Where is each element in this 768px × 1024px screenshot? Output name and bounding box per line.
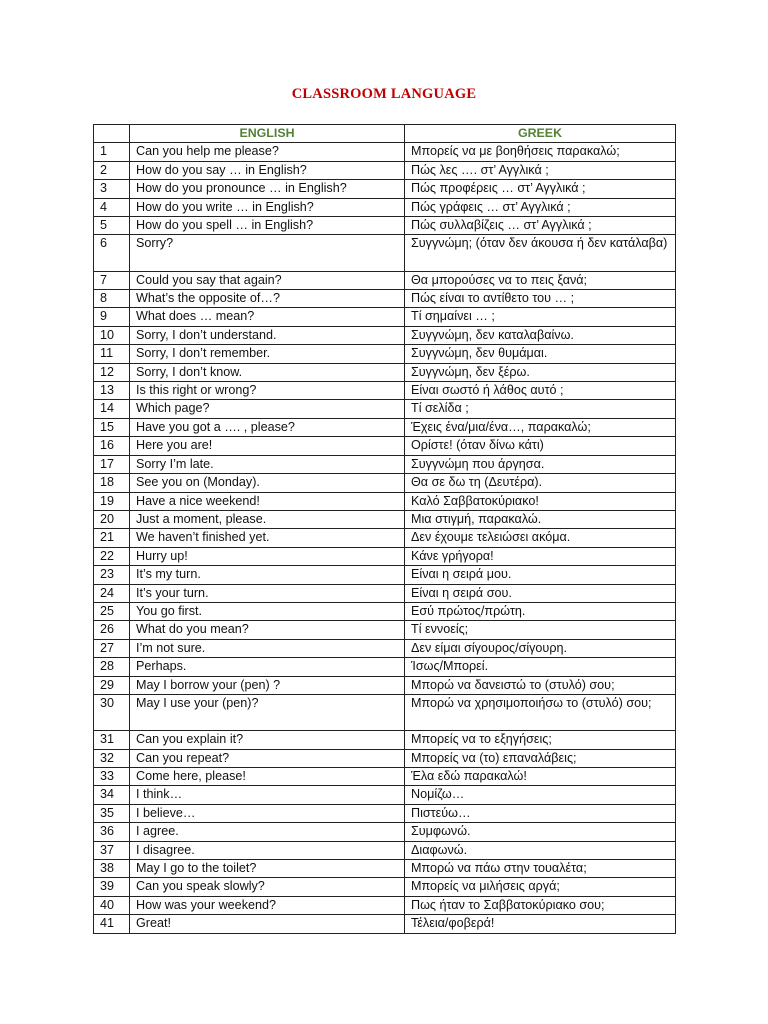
table-row <box>94 510 676 528</box>
english-phrase: What does … mean? <box>130 308 405 326</box>
english-phrase: Can you speak slowly? <box>130 878 405 896</box>
greek-phrase: Συγγνώμη που άργησα. <box>405 455 676 473</box>
table-row <box>94 217 676 235</box>
english-phrase: How do you say … in English? <box>130 161 405 179</box>
header-english: ENGLISH <box>130 125 405 143</box>
greek-phrase: Έλα εδώ παρακαλώ! <box>405 767 676 785</box>
english-phrase: How was your weekend? <box>130 896 405 914</box>
english-phrase: Can you repeat? <box>130 749 405 767</box>
table-row <box>94 143 676 161</box>
greek-phrase: Διαφωνώ. <box>405 841 676 859</box>
greek-phrase: Πώς προφέρεις … στ’ Αγγλικά ; <box>405 180 676 198</box>
english-phrase: It’s my turn. <box>130 566 405 584</box>
table-row <box>94 658 676 676</box>
row-number: 22 <box>94 547 130 565</box>
table-row <box>94 492 676 510</box>
greek-phrase: Πώς λες …. στ’ Αγγλικά ; <box>405 161 676 179</box>
greek-phrase: Πιστεύω… <box>405 804 676 822</box>
english-phrase: Come here, please! <box>130 767 405 785</box>
english-phrase: You go first. <box>130 602 405 620</box>
english-phrase: Can you help me please? <box>130 143 405 161</box>
row-number: 5 <box>94 217 130 235</box>
row-number: 41 <box>94 915 130 933</box>
english-phrase: I believe… <box>130 804 405 822</box>
header-number <box>94 125 130 143</box>
table-row <box>94 566 676 584</box>
table-row <box>94 860 676 878</box>
english-phrase: Hurry up! <box>130 547 405 565</box>
row-number: 31 <box>94 731 130 749</box>
row-number: 37 <box>94 841 130 859</box>
row-number: 10 <box>94 326 130 344</box>
greek-phrase: Τέλεια/φοβερά! <box>405 915 676 933</box>
english-phrase: Is this right or wrong? <box>130 382 405 400</box>
row-number: 34 <box>94 786 130 804</box>
english-phrase: Have a nice weekend! <box>130 492 405 510</box>
table-header-row <box>94 125 676 143</box>
table-row <box>94 749 676 767</box>
greek-phrase: Δεν έχουμε τελειώσει ακόμα. <box>405 529 676 547</box>
table-row <box>94 235 676 271</box>
row-number: 6 <box>94 235 130 271</box>
table-row <box>94 455 676 473</box>
table-row <box>94 878 676 896</box>
row-number: 32 <box>94 749 130 767</box>
row-number: 33 <box>94 767 130 785</box>
english-phrase: Could you say that again? <box>130 271 405 289</box>
table-row <box>94 326 676 344</box>
vocabulary-table <box>93 124 676 934</box>
row-number: 20 <box>94 510 130 528</box>
greek-phrase: Δεν είμαι σίγουρος/σίγουρη. <box>405 639 676 657</box>
english-phrase: What do you mean? <box>130 621 405 639</box>
english-phrase: I agree. <box>130 823 405 841</box>
greek-phrase: Πώς γράφεις … στ’ Αγγλικά ; <box>405 198 676 216</box>
greek-phrase: Έχεις ένα/μια/ένα…, παρακαλώ; <box>405 418 676 436</box>
greek-phrase: Εσύ πρώτος/πρώτη. <box>405 602 676 620</box>
row-number: 40 <box>94 896 130 914</box>
english-phrase: Can you explain it? <box>130 731 405 749</box>
english-phrase: May I use your (pen)? <box>130 694 405 730</box>
row-number: 17 <box>94 455 130 473</box>
english-phrase: See you on (Monday). <box>130 474 405 492</box>
table-row <box>94 915 676 933</box>
greek-phrase: Ίσως/Μπορεί. <box>405 658 676 676</box>
row-number: 21 <box>94 529 130 547</box>
row-number: 27 <box>94 639 130 657</box>
document-title: CLASSROOM LANGUAGE <box>291 86 477 102</box>
english-phrase: Sorry? <box>130 235 405 271</box>
table-body <box>94 143 676 933</box>
row-number: 13 <box>94 382 130 400</box>
greek-phrase: Μπορώ να δανειστώ το (στυλό) σου; <box>405 676 676 694</box>
row-number: 14 <box>94 400 130 418</box>
table-row <box>94 363 676 381</box>
table-row <box>94 767 676 785</box>
table-row <box>94 308 676 326</box>
greek-phrase: Συγγνώμη; (όταν δεν άκουσα ή δεν κατάλαβα) <box>405 235 676 271</box>
table-row <box>94 676 676 694</box>
greek-phrase: Κάνε γρήγορα! <box>405 547 676 565</box>
row-number: 3 <box>94 180 130 198</box>
table-row <box>94 547 676 565</box>
table-row <box>94 584 676 602</box>
english-phrase: How do you pronounce … in English? <box>130 180 405 198</box>
english-phrase: Sorry I’m late. <box>130 455 405 473</box>
greek-phrase: Είναι η σειρά μου. <box>405 566 676 584</box>
english-phrase: May I go to the toilet? <box>130 860 405 878</box>
english-phrase: Have you got a …. , please? <box>130 418 405 436</box>
english-phrase: I think… <box>130 786 405 804</box>
english-phrase: How do you write … in English? <box>130 198 405 216</box>
table-row <box>94 198 676 216</box>
english-phrase: What’s the opposite of…? <box>130 290 405 308</box>
greek-phrase: Συγγνώμη, δεν καταλαβαίνω. <box>405 326 676 344</box>
english-phrase: I disagree. <box>130 841 405 859</box>
greek-phrase: Τί σελίδα ; <box>405 400 676 418</box>
english-phrase: It’s your turn. <box>130 584 405 602</box>
greek-phrase: Μια στιγμή, παρακαλώ. <box>405 510 676 528</box>
greek-phrase: Συγγνώμη, δεν ξέρω. <box>405 363 676 381</box>
row-number: 2 <box>94 161 130 179</box>
greek-phrase: Μπορείς να το εξηγήσεις; <box>405 731 676 749</box>
table-row <box>94 896 676 914</box>
english-phrase: Perhaps. <box>130 658 405 676</box>
row-number: 26 <box>94 621 130 639</box>
table-row <box>94 823 676 841</box>
table-row <box>94 841 676 859</box>
table-row <box>94 382 676 400</box>
table-row <box>94 621 676 639</box>
english-phrase: I’m not sure. <box>130 639 405 657</box>
row-number: 1 <box>94 143 130 161</box>
table-row <box>94 639 676 657</box>
row-number: 38 <box>94 860 130 878</box>
row-number: 16 <box>94 437 130 455</box>
english-phrase: Just a moment, please. <box>130 510 405 528</box>
row-number: 7 <box>94 271 130 289</box>
table-row <box>94 694 676 730</box>
table-row <box>94 804 676 822</box>
table-row <box>94 418 676 436</box>
row-number: 36 <box>94 823 130 841</box>
greek-phrase: Συγγνώμη, δεν θυμάμαι. <box>405 345 676 363</box>
row-number: 12 <box>94 363 130 381</box>
row-number: 25 <box>94 602 130 620</box>
row-number: 28 <box>94 658 130 676</box>
greek-phrase: Θα σε δω τη (Δευτέρα). <box>405 474 676 492</box>
greek-phrase: Συμφωνώ. <box>405 823 676 841</box>
english-phrase: May I borrow your (pen) ? <box>130 676 405 694</box>
row-number: 35 <box>94 804 130 822</box>
row-number: 15 <box>94 418 130 436</box>
table-row <box>94 345 676 363</box>
row-number: 39 <box>94 878 130 896</box>
table-row <box>94 786 676 804</box>
greek-phrase: Νομίζω… <box>405 786 676 804</box>
greek-phrase: Πώς συλλαβίζεις … στ’ Αγγλικά ; <box>405 217 676 235</box>
greek-phrase: Μπορείς να (το) επαναλάβεις; <box>405 749 676 767</box>
row-number: 18 <box>94 474 130 492</box>
english-phrase: Here you are! <box>130 437 405 455</box>
greek-phrase: Μπορείς να με βοηθήσεις παρακαλώ; <box>405 143 676 161</box>
table-row <box>94 602 676 620</box>
english-phrase: Which page? <box>130 400 405 418</box>
greek-phrase: Μπορώ να πάω στην τουαλέτα; <box>405 860 676 878</box>
greek-phrase: Ορίστε! (όταν δίνω κάτι) <box>405 437 676 455</box>
row-number: 9 <box>94 308 130 326</box>
table-row <box>94 161 676 179</box>
greek-phrase: Πως ήταν το Σαββατοκύριακο σου; <box>405 896 676 914</box>
table-row <box>94 731 676 749</box>
greek-phrase: Καλό Σαββατοκύριακο! <box>405 492 676 510</box>
row-number: 23 <box>94 566 130 584</box>
table-row <box>94 400 676 418</box>
english-phrase: Sorry, I don’t know. <box>130 363 405 381</box>
english-phrase: How do you spell … in English? <box>130 217 405 235</box>
greek-phrase: Είναι σωστό ή λάθος αυτό ; <box>405 382 676 400</box>
greek-phrase: Μπορώ να χρησιμοποιήσω το (στυλό) σου; <box>405 694 676 730</box>
english-phrase: Sorry, I don’t understand. <box>130 326 405 344</box>
greek-phrase: Είναι η σειρά σου. <box>405 584 676 602</box>
row-number: 30 <box>94 694 130 730</box>
row-number: 11 <box>94 345 130 363</box>
table-row <box>94 474 676 492</box>
table-row <box>94 180 676 198</box>
greek-phrase: Πώς είναι το αντίθετο του … ; <box>405 290 676 308</box>
english-phrase: Great! <box>130 915 405 933</box>
row-number: 29 <box>94 676 130 694</box>
greek-phrase: Μπορείς να μιλήσεις αργά; <box>405 878 676 896</box>
row-number: 4 <box>94 198 130 216</box>
greek-phrase: Τί εννοείς; <box>405 621 676 639</box>
greek-phrase: Θα μπορούσες να το πεις ξανά; <box>405 271 676 289</box>
header-greek: GREEK <box>405 125 676 143</box>
greek-phrase: Τί σημαίνει … ; <box>405 308 676 326</box>
row-number: 24 <box>94 584 130 602</box>
table-row <box>94 437 676 455</box>
table-row <box>94 290 676 308</box>
row-number: 19 <box>94 492 130 510</box>
english-phrase: Sorry, I don’t remember. <box>130 345 405 363</box>
table-row <box>94 271 676 289</box>
table-row <box>94 529 676 547</box>
row-number: 8 <box>94 290 130 308</box>
english-phrase: We haven’t finished yet. <box>130 529 405 547</box>
